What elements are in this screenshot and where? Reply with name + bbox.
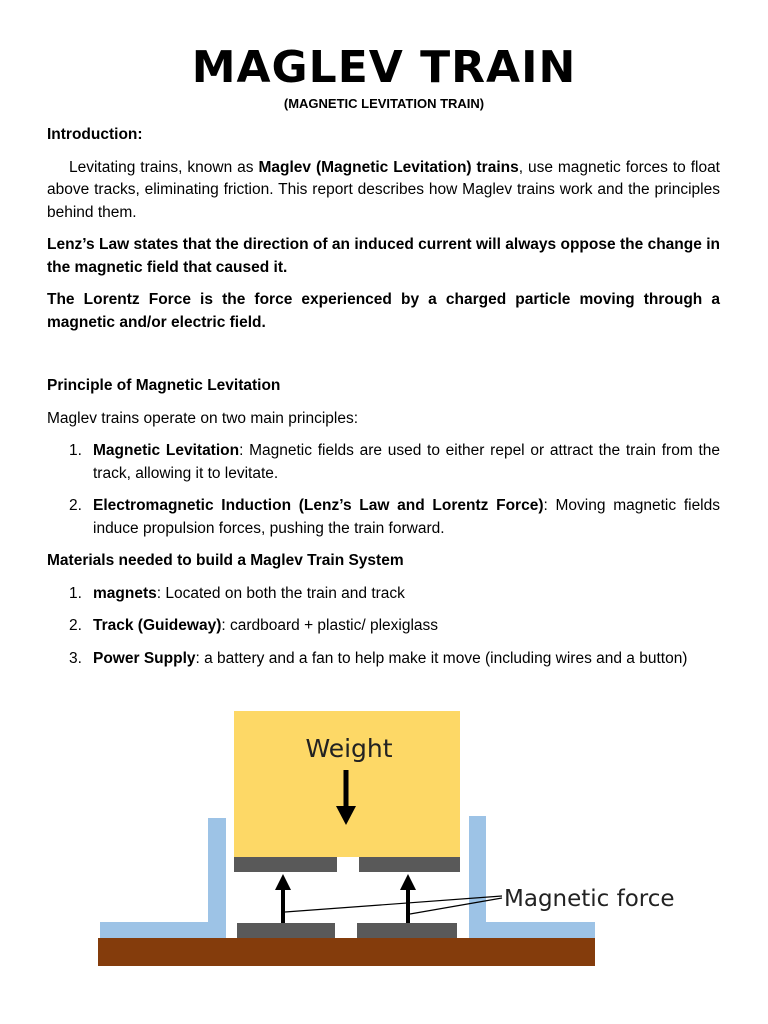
train-magnet-right	[359, 857, 460, 872]
list-number: 1.	[69, 442, 82, 459]
list-item	[47, 615, 720, 638]
list-text: : a battery and a fan to help make it move (including wires and a button)	[195, 649, 688, 667]
intro-paragraph	[47, 157, 720, 225]
list-item	[47, 495, 720, 540]
weight-label: Weight	[305, 734, 393, 763]
materials-list	[47, 583, 720, 671]
list-term: Track (Guideway)	[93, 617, 222, 634]
list-item	[47, 648, 720, 671]
label-leader-right	[410, 898, 502, 914]
intro-text-c: , use magnetic forces to float above tracks, eliminating friction. This report describes how Maglev trains work and the principles behind them.	[47, 158, 720, 221]
document-body	[47, 124, 720, 680]
list-number: 1.	[69, 584, 82, 602]
list-text: : cardboard + plastic/ plexiglass	[221, 617, 439, 634]
maglev-diagram	[98, 708, 698, 970]
list-item	[47, 440, 720, 485]
list-term: Power Supply	[93, 649, 196, 667]
page-title: MAGLEV TRAIN	[191, 42, 577, 93]
principle-heading: Principle of Magnetic Levitation	[47, 377, 281, 394]
intro-text-bold: Maglev (Magnetic Levitation) trains	[258, 158, 519, 176]
list-term: Electromagnetic Induction (Lenz’s Law and Lorentz Force)	[93, 497, 544, 514]
list-text: : Moving magnetic fields induce propulsion forces, pushing the train forward.	[93, 497, 720, 537]
page-subtitle: (MAGNETIC LEVITATION TRAIN)	[283, 96, 485, 111]
list-text: : Magnetic fields are used to either repel or attract the train from the track, allowing it to levitate.	[93, 442, 720, 482]
force-arrow-left-head	[275, 874, 291, 890]
intro-text-a: Levitating trains, known as	[69, 158, 259, 176]
list-text: : Located on both the train and track	[156, 584, 405, 602]
track-magnet-right	[357, 923, 457, 938]
right-guide-base	[469, 922, 595, 938]
list-number: 3.	[69, 649, 82, 667]
magnetic-force-label: Magnetic force	[504, 886, 675, 912]
lenz-law-paragraph: Lenz’s Law states that the direction of an induced current will always oppose the change in the magnetic field that caused it.	[47, 236, 720, 276]
track-magnet-left	[237, 923, 335, 938]
principle-list	[47, 440, 720, 540]
materials-heading: Materials needed to build a Maglev Train System	[47, 552, 404, 569]
right-guide-wall	[469, 816, 486, 938]
train-magnet-left	[234, 857, 337, 872]
list-item	[47, 583, 720, 606]
list-term: magnets	[93, 584, 157, 602]
principle-lead: Maglev trains operate on two main principles:	[47, 409, 359, 427]
list-number: 2.	[69, 497, 82, 514]
lorentz-force-paragraph: The Lorentz Force is the force experienced by a charged particle moving through a magnetic and/or electric field.	[47, 291, 720, 331]
list-number: 2.	[69, 617, 82, 634]
intro-heading: Introduction:	[47, 126, 143, 143]
ground-bar	[98, 938, 595, 966]
force-arrow-right-head	[400, 874, 416, 890]
left-guide-base	[100, 922, 226, 938]
left-guide-wall	[208, 818, 226, 938]
list-term: Magnetic Levitation	[93, 442, 240, 459]
